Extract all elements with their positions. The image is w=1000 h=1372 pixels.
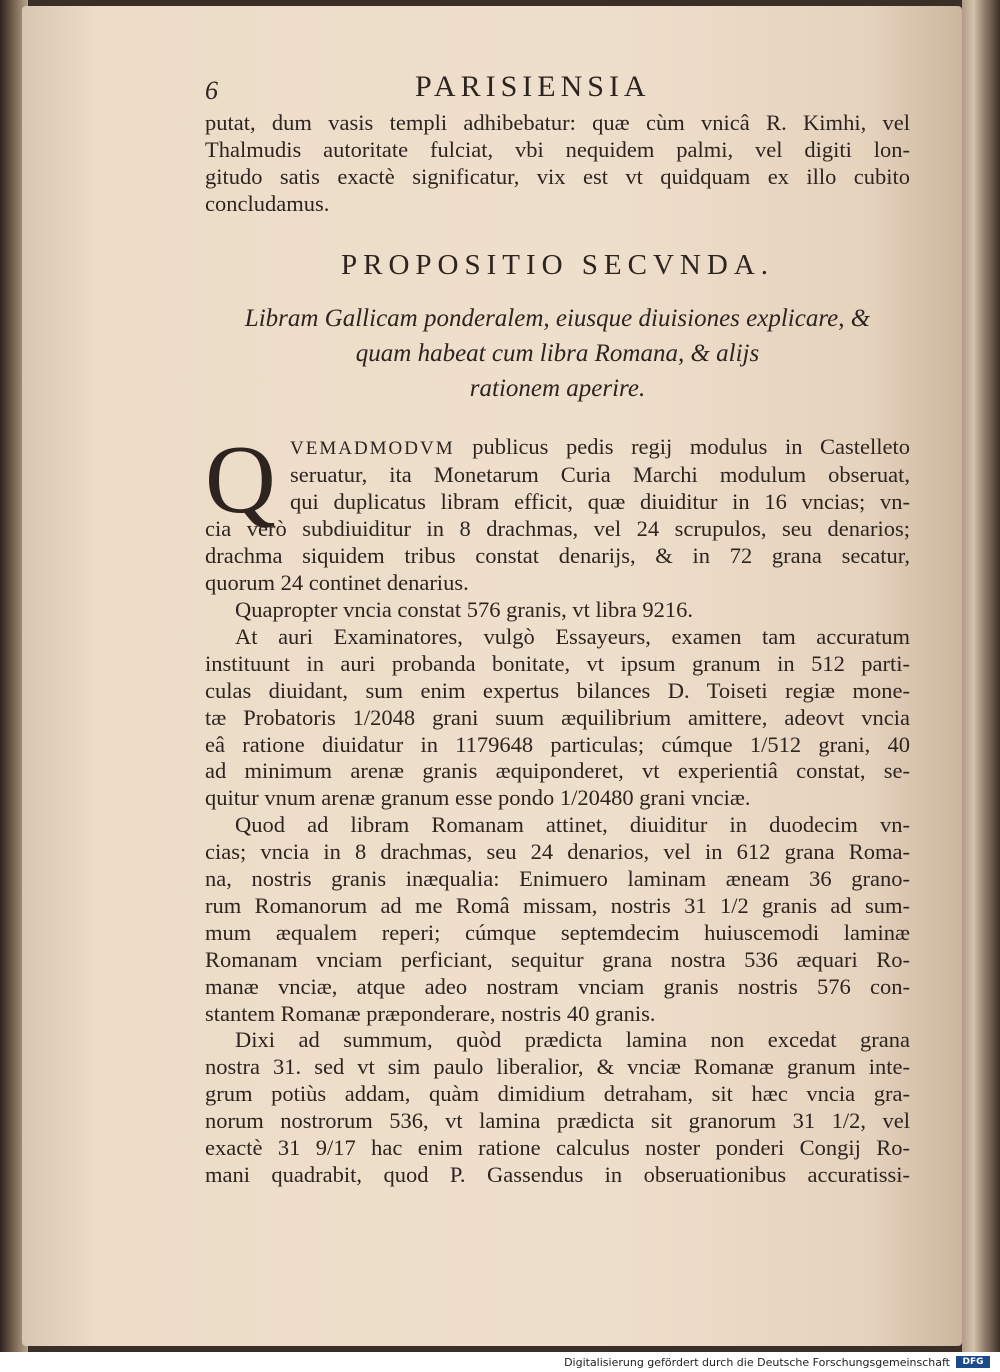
text-line: ad minimum arenæ granis æquiponderet, vt experientiâ constat, se- xyxy=(205,758,910,784)
page-number: 6 xyxy=(205,76,218,105)
paragraph-2: Quapropter vncia constat 576 granis, vt libra 9216. xyxy=(235,596,694,622)
paragraph-3 xyxy=(205,624,910,812)
paragraph-dropcap xyxy=(205,425,910,597)
funding-credit: Digitalisierung gefördert durch die Deutsche Forschungsgemeinschaft xyxy=(564,1356,950,1369)
text-line: culas diuidant, sum enim expertus bilances D. Toiseti regiæ mone- xyxy=(205,677,910,703)
text-line: norum nostrorum 536, vt lamina prædicta sit granorum 31 1/2, vel xyxy=(205,1108,910,1134)
first-word: VEMADMODVM xyxy=(290,437,455,459)
opening-paragraph xyxy=(205,110,910,218)
text-line: instituunt in auri probanda bonitate, vt ipsum granum in 512 parti- xyxy=(205,650,910,676)
text-line: manæ vnciæ, atque adeo nostram vnciam granis nostris 576 con- xyxy=(205,973,910,999)
page-text xyxy=(205,70,910,1189)
text-line: At auri Examinatores, vulgò Essayeurs, examen tam accuratum xyxy=(235,623,910,649)
statement-line: Libram Gallicam ponderalem, eiusque diuisiones explicare, & xyxy=(244,304,871,332)
proposition-statement xyxy=(205,301,910,406)
drop-cap: Q xyxy=(205,425,276,534)
dfg-logo: DFG xyxy=(956,1356,990,1368)
text-line: concludamus. xyxy=(205,190,330,216)
text-line xyxy=(290,434,910,463)
page-edge xyxy=(962,0,1000,1352)
text-line: nostra 31. sed vt sim paulo liberalior, & vnciæ Romanæ granum inte- xyxy=(205,1054,910,1080)
text-line: Romanam vnciam perficiant, sequitur grana nostra 536 æquari Ro- xyxy=(205,946,910,972)
text-line: exactè 31 9/17 hac enim ratione calculus noster ponderi Congij Ro- xyxy=(205,1135,910,1161)
statement-line: rationem aperire. xyxy=(469,374,646,402)
text-line: Thalmudis autoritate fulciat, vbi nequidem palmi, vel digiti lon- xyxy=(205,136,910,162)
text-line: mum æqualem reperi; cúmque septemdecim huiuscemodi laminæ xyxy=(205,919,910,945)
line-rest: publicus pedis regij modulus in Castelleto xyxy=(454,433,910,459)
text-line: seruatur, ita Monetarum Curia Marchi modulum obseruat, xyxy=(290,462,910,488)
text-line: gitudo satis exactè significatur, vix est vt quidquam ex illo cubito xyxy=(205,163,910,189)
proposition-title: PROPOSITIO SECVNDA. xyxy=(340,248,775,281)
text-line: stantem Romanæ præponderare, nostris 40 granis. xyxy=(205,1000,656,1026)
text-line: quitur vnum arenæ granum esse pondo 1/20480 grani vnciæ. xyxy=(205,785,751,811)
text-line: quorum 24 continet denarius. xyxy=(205,570,469,596)
statement-line: quam habeat cum libra Romana, & alijs xyxy=(355,339,760,367)
text-line: Quod ad libram Romanam attinet, diuiditur in duodecim vn- xyxy=(235,812,910,838)
text-line: rum Romanorum ad me Româ missam, nostris 31 1/2 granis ad sum- xyxy=(205,892,910,918)
text-line: cia verò subdiuiditur in 8 drachmas, vel 24 scrupulos, seu denarios; xyxy=(205,516,910,542)
text-line: mani quadrabit, quod P. Gassendus in obseruationibus accuratissi- xyxy=(205,1162,910,1187)
text-line: putat, dum vasis templi adhibebatur: quæ cùm vnicâ R. Kimhi, vel xyxy=(205,110,910,135)
paragraph-5 xyxy=(205,1027,910,1188)
text-line: Dixi ad summum, quòd prædicta lamina non excedat grana xyxy=(235,1027,910,1053)
page-header xyxy=(205,70,910,110)
text-line: eâ ratione diuidatur in 1179648 particulas; cúmque 1/512 grani, 40 xyxy=(205,731,910,757)
paragraph-4 xyxy=(205,812,910,1027)
text-line: qui duplicatus libram efficit, quæ diuiditur in 16 vncias; vn- xyxy=(290,489,910,515)
running-title: PARISIENSIA xyxy=(415,70,651,103)
footer-bar xyxy=(0,1352,1000,1372)
text-line: grum potiùs addam, quàm dimidium detraham, sit hæc vncia gra- xyxy=(205,1081,910,1107)
text-line: tæ Probatoris 1/2048 grani suum æquilibrium amittere, adeovt vncia xyxy=(205,704,910,730)
text-line: drachma siquidem tribus constat denarijs, & in 72 grana secatur, xyxy=(205,543,910,569)
text-line: na, nostris granis inæqualia: Enimuero laminam æneam 36 grano- xyxy=(205,866,910,892)
text-line: cias; vncia in 8 drachmas, seu 24 denarios, vel in 612 grana Roma- xyxy=(205,839,910,865)
